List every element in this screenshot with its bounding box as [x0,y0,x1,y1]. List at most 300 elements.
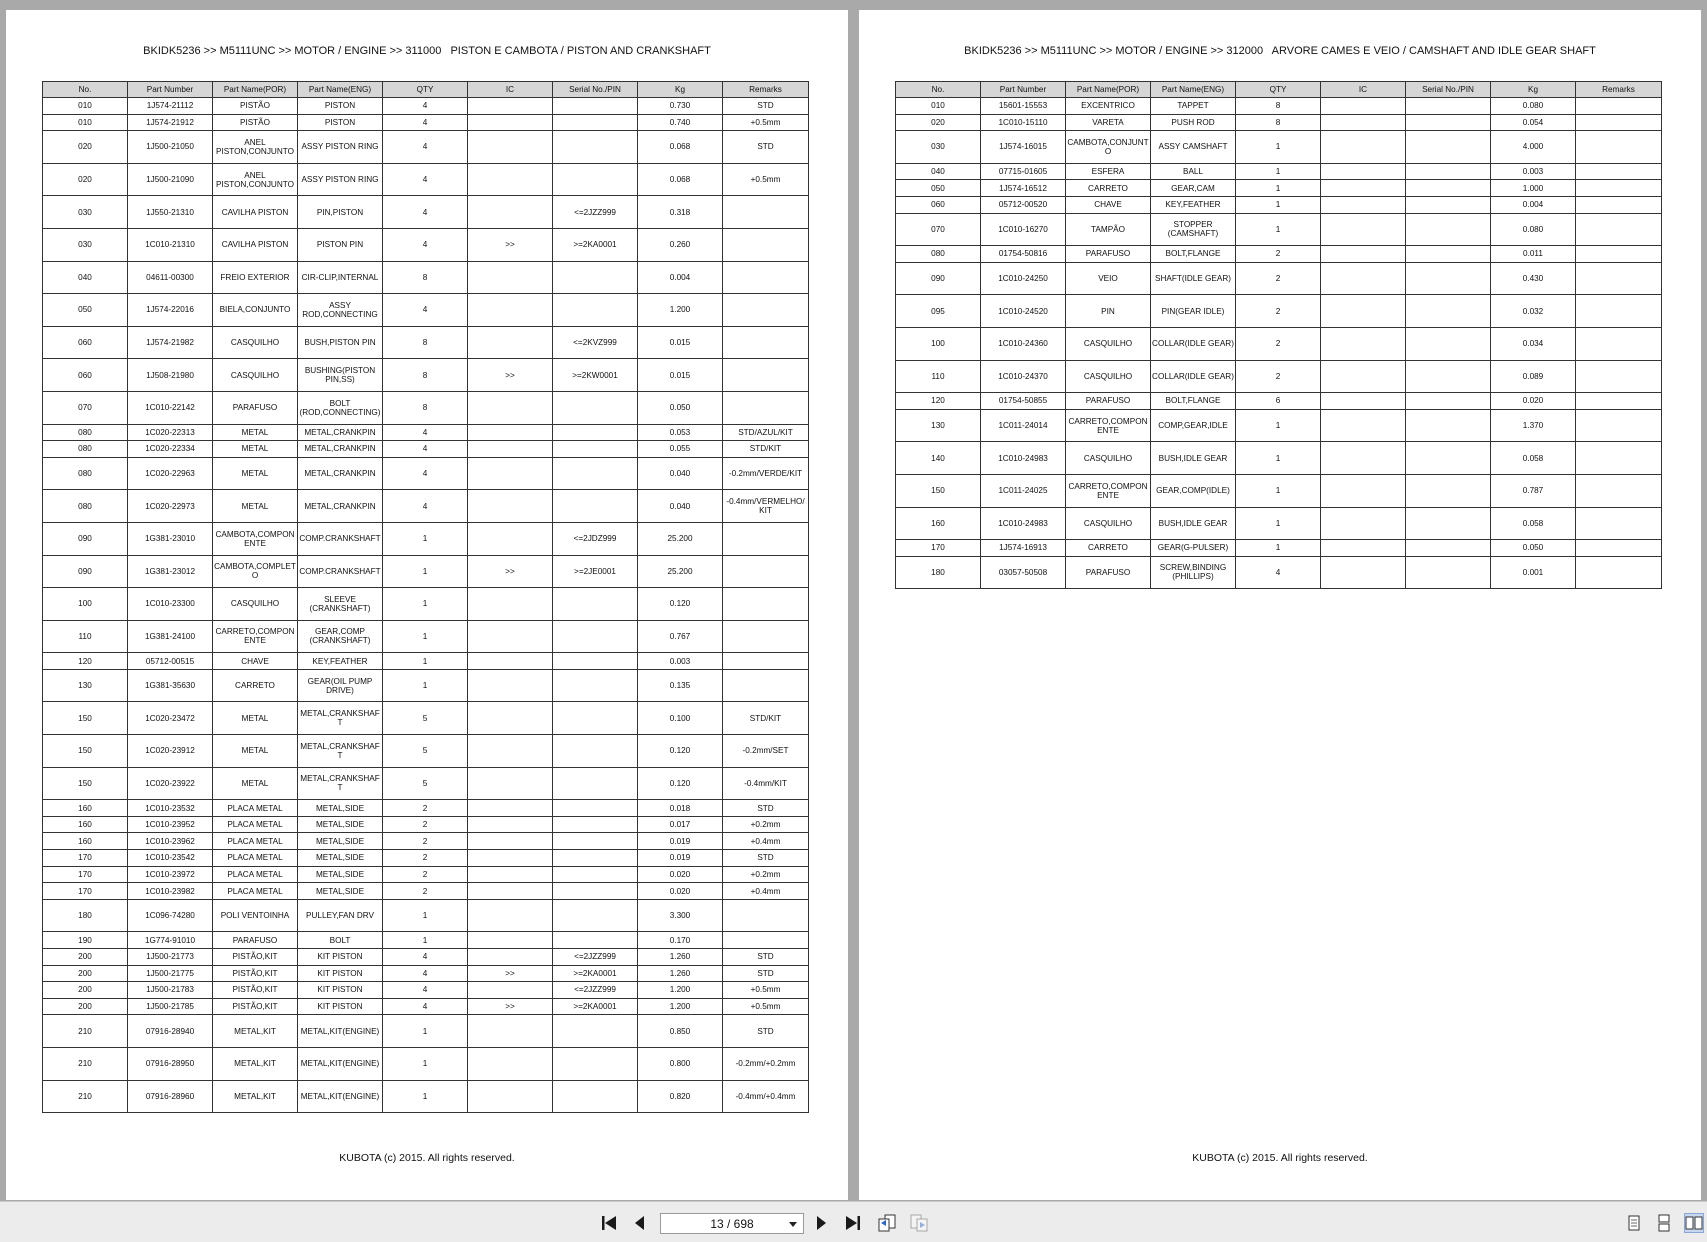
parts-table [42,81,809,1113]
continuous-view-icon[interactable] [1654,1213,1674,1233]
table-cell: BOLT,FLANGE [1151,246,1236,263]
table-cell: 1C010-24983 [981,442,1066,475]
table-cell [553,163,638,196]
table-cell: -0.4mm/+0.4mm [723,1080,809,1113]
table-cell: >=2KA0001 [553,965,638,982]
table-row [896,393,1662,410]
table-cell [723,620,809,653]
table-cell: 110 [896,360,981,393]
table-row [43,1047,809,1080]
table-cell: 6 [1236,393,1321,410]
table-cell: 010 [43,98,128,115]
table-cell [553,735,638,768]
table-cell [1576,540,1662,557]
table-cell: 1 [383,1047,468,1080]
table-cell: 25.200 [638,522,723,555]
table-cell: 15601-15553 [981,98,1066,115]
table-cell [723,932,809,949]
table-cell: STD/KIT [723,441,809,458]
table-cell: 210 [43,1047,128,1080]
table-cell [553,816,638,833]
table-cell [553,490,638,523]
table-cell: 0.058 [1491,507,1576,540]
table-cell: 1C020-23912 [128,735,213,768]
table-cell: 150 [896,474,981,507]
table-cell: 1C010-21310 [128,228,213,261]
column-header: No. [896,82,981,98]
table-cell: 1 [383,669,468,702]
table-cell [468,767,553,800]
table-cell: METAL,CRANKSHAFT [298,767,383,800]
table-cell: 030 [896,131,981,164]
table-cell: 1C020-23922 [128,767,213,800]
table-cell: METAL,SIDE [298,833,383,850]
table-cell: BUSHING(PISTON PIN,SS) [298,359,383,392]
table-cell: 1 [1236,409,1321,442]
table-cell: BOLT,FLANGE [1151,393,1236,410]
table-cell: COMP.CRANKSHAFT [298,555,383,588]
table-cell: 2 [383,866,468,883]
chevron-down-icon[interactable] [789,1222,797,1227]
table-cell: CAMBOTA,COMPONENTE [213,522,298,555]
table-cell: 2 [383,850,468,867]
table-cell: +0.2mm [723,866,809,883]
table-cell: METAL,KIT [213,1080,298,1113]
table-cell [723,555,809,588]
table-cell [553,261,638,294]
table-cell: 050 [43,294,128,327]
table-cell: 1 [1236,540,1321,557]
previous-page-icon[interactable] [629,1212,651,1234]
table-cell: <=2JZZ999 [553,196,638,229]
table-cell: FREIO EXTERIOR [213,261,298,294]
table-row [43,833,809,850]
table-cell: 1J574-21982 [128,326,213,359]
table-cell [1406,556,1491,589]
table-cell [468,490,553,523]
table-row [43,735,809,768]
table-cell: PISTON [298,114,383,131]
column-header: Part Name(POR) [1066,82,1151,98]
table-row [43,424,809,441]
table-cell [553,1047,638,1080]
table-cell: 2 [383,800,468,817]
table-cell: PLACA METAL [213,816,298,833]
table-cell: POLI VENTOINHA [213,899,298,932]
table-row [896,131,1662,164]
table-cell [723,228,809,261]
table-cell [1406,327,1491,360]
document-page-left [6,10,848,1200]
table-cell: 07715-01605 [981,163,1066,180]
table-row [896,295,1662,328]
table-cell: 1 [383,620,468,653]
table-cell [553,653,638,670]
table-cell: CHAVE [213,653,298,670]
table-cell: 4 [383,949,468,966]
table-cell: 8 [1236,98,1321,115]
table-cell [1576,360,1662,393]
table-cell: 1 [383,653,468,670]
table-cell: 1C010-23532 [128,800,213,817]
table-cell: 020 [43,131,128,164]
table-row [43,228,809,261]
table-cell [723,653,809,670]
table-cell: <=2JZZ999 [553,949,638,966]
table-cell: 1 [1236,213,1321,246]
table-cell [553,669,638,702]
table-cell: 1 [1236,163,1321,180]
table-cell: CAVILHA PISTON [213,196,298,229]
table-cell [1321,540,1406,557]
last-page-icon[interactable] [842,1212,864,1234]
table-cell: 0.018 [638,800,723,817]
table-cell: 0.800 [638,1047,723,1080]
table-cell: PARAFUSO [1066,393,1151,410]
table-cell [468,163,553,196]
table-cell: 020 [43,163,128,196]
table-row [43,196,809,229]
table-cell [1321,393,1406,410]
table-cell: 1C010-15110 [981,114,1066,131]
table-cell: CAVILHA PISTON [213,228,298,261]
table-cell: CARRETO,COMPONENTE [1066,474,1151,507]
table-cell [468,949,553,966]
table-cell: 0.820 [638,1080,723,1113]
table-cell: <=2JDZ999 [553,522,638,555]
table-cell: CHAVE [1066,196,1151,213]
table-cell: CARRETO,COMPONENTE [1066,409,1151,442]
table-cell [553,620,638,653]
table-cell: 0.058 [1491,442,1576,475]
table-cell: 100 [43,588,128,621]
table-cell: ASSY PISTON RING [298,163,383,196]
table-cell [1321,262,1406,295]
table-row [43,131,809,164]
table-cell: PARAFUSO [213,932,298,949]
table-cell: 020 [896,114,981,131]
table-cell [1321,327,1406,360]
table-row [43,702,809,735]
table-cell: 0.050 [1491,540,1576,557]
table-cell: TAMPÃO [1066,213,1151,246]
page-number-field[interactable] [660,1213,804,1234]
table-cell: 1.370 [1491,409,1576,442]
table-header-row [43,82,809,98]
table-cell [1576,393,1662,410]
table-cell: 0.001 [1491,556,1576,589]
table-cell: +0.5mm [723,998,809,1015]
table-cell: 150 [43,767,128,800]
column-header: QTY [383,82,468,98]
table-cell [553,131,638,164]
table-cell: >> [468,965,553,982]
table-cell: CAMBOTA,CONJUNTO [1066,131,1151,164]
table-cell: CIR-CLIP,INTERNAL [298,261,383,294]
table-cell: PLACA METAL [213,800,298,817]
table-row [43,490,809,523]
table-header-row [896,82,1662,98]
table-cell: METAL,KIT(ENGINE) [298,1080,383,1113]
table-cell: PISTÃO,KIT [213,949,298,966]
table-cell [1406,163,1491,180]
column-header: Part Number [981,82,1066,98]
table-row [43,261,809,294]
table-cell: 1J500-21775 [128,965,213,982]
table-cell [1406,409,1491,442]
table-cell: 4 [383,294,468,327]
table-cell [1321,163,1406,180]
table-cell: BUSH,PISTON PIN [298,326,383,359]
table-cell: STOPPER (CAMSHAFT) [1151,213,1236,246]
table-cell [1576,131,1662,164]
table-row [43,294,809,327]
first-page-icon[interactable] [598,1212,620,1234]
table-cell: 1C010-24360 [981,327,1066,360]
table-cell [468,326,553,359]
single-page-view-icon[interactable] [1624,1213,1644,1233]
table-cell [468,261,553,294]
table-cell: 1C020-22963 [128,457,213,490]
table-cell: 040 [896,163,981,180]
column-header: No. [43,82,128,98]
table-cell: 1C011-24014 [981,409,1066,442]
table-cell [553,457,638,490]
table-cell: STD/AZUL/KIT [723,424,809,441]
table-cell: 1 [383,932,468,949]
table-cell: 1C020-22313 [128,424,213,441]
table-cell [1321,409,1406,442]
table-cell: STD [723,949,809,966]
table-cell [468,131,553,164]
table-cell: 1 [383,1015,468,1048]
table-cell: 080 [43,424,128,441]
forward-view-icon[interactable] [908,1212,930,1234]
table-cell: VEIO [1066,262,1151,295]
table-cell: 200 [43,998,128,1015]
table-cell: TAPPET [1151,98,1236,115]
table-cell: KIT PISTON [298,965,383,982]
table-cell: 4 [383,131,468,164]
table-cell: 0.260 [638,228,723,261]
table-cell: METAL,CRANKSHAFT [298,735,383,768]
table-cell: 0.015 [638,359,723,392]
table-row [43,1080,809,1113]
table-cell [1406,131,1491,164]
table-cell: KIT PISTON [298,982,383,999]
table-cell: 8 [1236,114,1321,131]
table-cell: CASQUILHO [213,588,298,621]
table-cell: METAL,SIDE [298,850,383,867]
table-cell: PISTÃO,KIT [213,965,298,982]
table-cell [723,391,809,424]
table-cell: SCREW,BINDING (PHILLIPS) [1151,556,1236,589]
table-cell: METAL,SIDE [298,866,383,883]
table-cell [1406,262,1491,295]
table-cell: 130 [43,669,128,702]
table-cell: 1 [383,899,468,932]
table-cell: 170 [43,883,128,900]
table-cell: 1C010-23542 [128,850,213,867]
table-row [896,556,1662,589]
table-cell: 090 [896,262,981,295]
table-cell: 0.120 [638,735,723,768]
table-cell: 0.170 [638,932,723,949]
table-cell [1321,98,1406,115]
table-cell: SHAFT(IDLE GEAR) [1151,262,1236,295]
table-cell [553,294,638,327]
table-cell: 05712-00520 [981,196,1066,213]
table-cell: 1C020-22334 [128,441,213,458]
table-cell: EXCENTRICO [1066,98,1151,115]
table-cell [1406,507,1491,540]
document-page-right [859,10,1701,1200]
table-cell [553,114,638,131]
table-cell: +0.4mm [723,883,809,900]
table-cell: 1 [1236,442,1321,475]
table-cell: 1G381-24100 [128,620,213,653]
table-cell [468,620,553,653]
table-cell: GEAR(OIL PUMP DRIVE) [298,669,383,702]
table-cell [553,702,638,735]
table-cell: 080 [43,441,128,458]
table-cell: 040 [43,261,128,294]
facing-pages-view-icon[interactable] [1684,1213,1704,1233]
table-row [43,669,809,702]
table-row [43,899,809,932]
table-cell: 1 [1236,180,1321,197]
table-cell: 1J500-21090 [128,163,213,196]
table-cell: 4 [383,490,468,523]
table-row [896,409,1662,442]
table-cell: 150 [43,735,128,768]
column-header: Remarks [1576,82,1662,98]
table-cell [1576,213,1662,246]
table-cell [1576,196,1662,213]
table-cell [468,588,553,621]
table-cell: +0.5mm [723,114,809,131]
table-cell: PLACA METAL [213,850,298,867]
table-row [43,163,809,196]
table-row [896,474,1662,507]
table-cell: BUSH,IDLE GEAR [1151,507,1236,540]
table-cell: 0.318 [638,196,723,229]
table-cell [468,800,553,817]
table-row [43,816,809,833]
table-row [43,359,809,392]
table-cell: 180 [896,556,981,589]
next-page-icon[interactable] [810,1212,832,1234]
table-cell: ASSY ROD,CONNECTING [298,294,383,327]
table-cell: 030 [43,196,128,229]
table-cell: VARETA [1066,114,1151,131]
table-cell [468,441,553,458]
table-cell: 0.050 [638,391,723,424]
table-cell: 0.019 [638,833,723,850]
table-cell [723,326,809,359]
table-cell: >=2KW0001 [553,359,638,392]
table-cell: METAL,KIT [213,1015,298,1048]
table-cell: 160 [43,816,128,833]
back-view-icon[interactable] [876,1212,898,1234]
table-cell [553,441,638,458]
table-cell: ANEL PISTON,CONJUNTO [213,131,298,164]
table-cell [1406,442,1491,475]
table-cell: 25.200 [638,555,723,588]
table-cell: 0.003 [1491,163,1576,180]
table-cell: METAL [213,457,298,490]
table-cell: PLACA METAL [213,883,298,900]
table-cell: 1C011-24025 [981,474,1066,507]
table-cell: STD [723,131,809,164]
table-cell: 4 [383,982,468,999]
table-cell [723,522,809,555]
table-cell: 1G381-23012 [128,555,213,588]
table-cell: 4 [383,441,468,458]
table-cell: CASQUILHO [1066,327,1151,360]
table-cell [553,1015,638,1048]
table-cell: +0.5mm [723,163,809,196]
table-cell: 0.730 [638,98,723,115]
table-cell: STD [723,850,809,867]
table-cell: 090 [43,555,128,588]
table-cell [723,669,809,702]
table-cell: PULLEY,FAN DRV [298,899,383,932]
table-cell: -0.2mm/VERDE/KIT [723,457,809,490]
table-cell: 1 [383,588,468,621]
table-cell [1576,163,1662,180]
table-cell: 0.080 [1491,213,1576,246]
table-cell: CARRETO [1066,180,1151,197]
table-cell [553,932,638,949]
table-cell [1406,196,1491,213]
table-cell: 4 [383,228,468,261]
table-cell: 210 [43,1015,128,1048]
table-cell [723,196,809,229]
table-cell: 170 [896,540,981,557]
table-cell: PLACA METAL [213,866,298,883]
table-cell: 0.019 [638,850,723,867]
table-cell [468,735,553,768]
table-cell: PIN(GEAR IDLE) [1151,295,1236,328]
table-cell: 2 [1236,246,1321,263]
table-cell [723,294,809,327]
table-cell: 01754-50816 [981,246,1066,263]
table-row [43,391,809,424]
table-cell: 1.200 [638,294,723,327]
table-cell: 090 [43,522,128,555]
table-row [896,163,1662,180]
table-cell: STD [723,800,809,817]
table-cell: ASSY PISTON RING [298,131,383,164]
table-cell: 1C010-24983 [981,507,1066,540]
table-cell: CARRETO [1066,540,1151,557]
table-cell: 0.011 [1491,246,1576,263]
table-cell: 1J574-21112 [128,98,213,115]
table-cell: METAL [213,490,298,523]
table-cell [1576,474,1662,507]
table-cell: COMP.CRANKSHAFT [298,522,383,555]
table-cell: -0.2mm/+0.2mm [723,1047,809,1080]
table-cell [1576,409,1662,442]
table-cell: 1 [1236,131,1321,164]
table-cell: 0.068 [638,163,723,196]
table-cell: KEY,FEATHER [298,653,383,670]
table-cell: 1C010-24250 [981,262,1066,295]
table-row [43,866,809,883]
table-cell: 1J500-21773 [128,949,213,966]
table-cell: 0.040 [638,457,723,490]
